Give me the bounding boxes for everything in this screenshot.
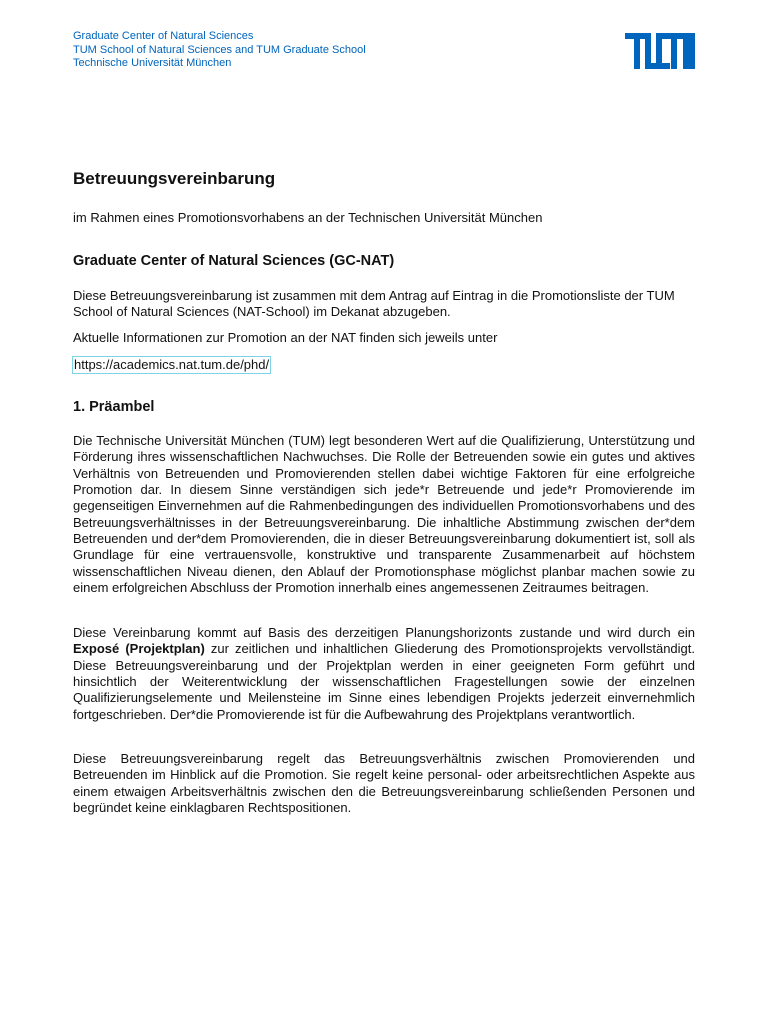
expose-term: Exposé (Projektplan) [73, 641, 205, 657]
paragraph-2-text-end: zur zeitlichen und inhaltlichen Gliederung des Promotionsprojekts vervollständigt. Diese Betreuungsvereinbarung und der Projektplan werden in einer geeigneten Form geführt und hinsichtlich der Weiterentwicklung der wissenschaftlichen Fragestellungen sowie der einzelnen Qualifizierungselemente und Meilensteine im Sinne eines lebendigen Projekts jederzeit einvernehmlich fortgeschrieben. Der*die Promovierende ist für die Aufbewahrung des Projektplans verantwortlich. [73, 641, 696, 722]
institution-line-3: Technische Universität München [73, 57, 232, 69]
intro-paragraph: Diese Betreuungsvereinbarung ist zusammen mit dem Antrag auf Eintrag in die Promotionsliste der TUM School of Natural Sciences (NAT-School) im Dekanat abzugeben. [73, 288, 675, 320]
preamble-paragraph-2 [73, 625, 695, 723]
document-title: Betreuungsvereinbarung [73, 169, 276, 188]
tum-logo [625, 33, 695, 69]
preamble-paragraph-1: Die Technische Universität München (TUM) legt besonderen Wert auf die Qualifizierung, Unterstützung und Förderung ihres wissenschaftlichen Nachwuchses. Die Rolle der Betreuenden sowie ein gutes und aktives Verhältnis von Betreuenden und Promovierenden stellen dabei wichtige Faktoren für eine erfolgreiche Promotion dar. In diesem Sinne verständigen sich jede*r Betreuende und jede*r Promovierende im gegenseitigen Einvernehmen auf die Rahmenbedingungen des individuellen Promotionsvorhabens und des Betreuungsverhältnisses in der Betreuungsvereinbarung. Die inhaltliche Abstimmung zwischen der*dem Betreuenden und der*dem Promovierenden, die in dieser Betreuungsvereinbarung dokumentiert ist, soll als Grundlage für eine vertrauensvolle, konstruktive und transparente Zusammenarbeit auf höchstem wissenschaftlichen Niveau dienen, den Ablauf der Promotionsphase möglichst planbar machen sowie zu einem erfolgreichen Abschluss der Promotion innerhalb eines angemessenen Zeitraumes beitragen. [73, 433, 695, 596]
section-heading-praeambel: 1. Präambel [73, 399, 155, 415]
institution-line-1: Graduate Center of Natural Sciences [73, 30, 254, 42]
paragraph-2-text-start: Diese Vereinbarung kommt auf Basis des derzeitigen Planungshorizonts zustande und wird durch ein [73, 625, 695, 640]
phd-info-link[interactable]: https://academics.nat.tum.de/phd/ [74, 357, 270, 372]
info-paragraph: Aktuelle Informationen zur Promotion an der NAT finden sich jeweils unter [73, 330, 498, 345]
document-subtitle: im Rahmen eines Promotionsvorhabens an der Technischen Universität München [73, 210, 543, 225]
gc-nat-heading: Graduate Center of Natural Sciences (GC-NAT) [73, 253, 395, 269]
institution-header [73, 30, 366, 71]
tum-logo-mark [625, 33, 695, 69]
preamble-paragraph-3: Diese Betreuungsvereinbarung regelt das Betreuungsverhältnis zwischen Promovierenden und Betreuenden im Hinblick auf die Promotion. Sie regelt keine personal- oder arbeitsrechtlichen Aspekte aus einem etwaigen Arbeitsverhältnis zwischen den die Betreuungsvereinbarung schließenden Personen und begründet keine einklagbaren Rechtspositionen. [73, 751, 695, 816]
institution-line-2: TUM School of Natural Sciences and TUM Graduate School [73, 43, 366, 56]
